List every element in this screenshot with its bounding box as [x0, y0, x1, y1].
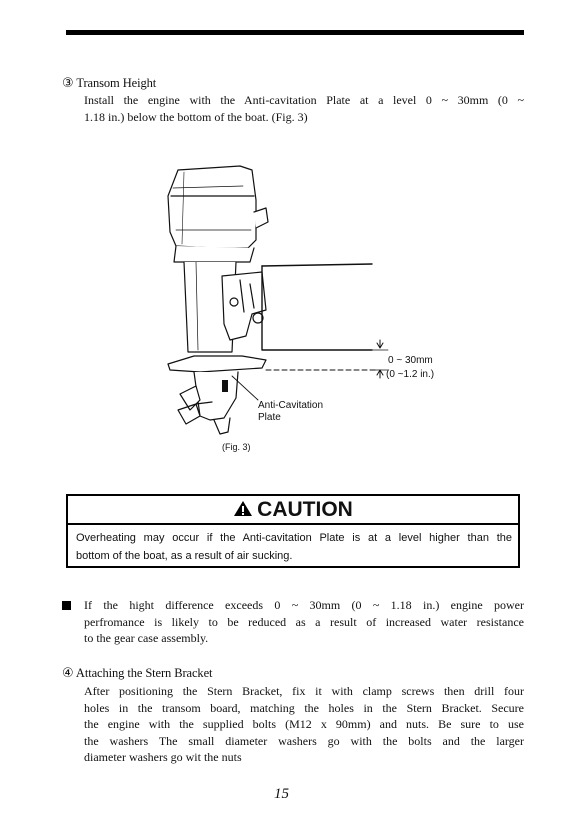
anti-cavitation-plate — [168, 356, 266, 372]
section-3-line-1: Install the engine with the Anti-cavitation Plate at a level 0 ~ 30mm (0 ~ — [84, 93, 524, 107]
caution-text — [76, 529, 512, 565]
section-3-line-2: 1.18 in.) below the bottom of the boat. (Fig. 3) — [84, 109, 308, 124]
warning-triangle-icon — [233, 500, 253, 517]
caution-title: CAUTION — [257, 498, 353, 521]
section-4-title: Attaching the Stern Bracket — [75, 666, 213, 680]
dimension-in-label: (0 ~1.2 in.) — [386, 369, 435, 380]
caution-box — [66, 494, 520, 568]
dimension-mm-label: 0 ~ 30mm — [388, 355, 433, 366]
note-line-3: to the gear case assembly. — [84, 631, 209, 645]
note-line-1: If the hight difference exceeds 0 ~ 30mm (0 ~ 1.18 in.) engine power — [84, 598, 524, 612]
propeller — [178, 386, 200, 424]
stern-bracket — [222, 272, 266, 340]
section-4-line-5: diameter washers go wit the nuts — [84, 750, 242, 764]
section-4-number: ④ — [62, 666, 74, 681]
section-4-line-2: holes in the transom board, matching the holes in the Stern Bracket. Secure — [84, 700, 524, 715]
section-3-title: Transom Height — [76, 76, 157, 90]
caution-line-1: Overheating may occur if the Anti-cavitation Plate is at a level higher than the — [76, 532, 512, 544]
boat-transom — [262, 266, 372, 350]
caution-line-2: bottom of the boat, as a result of air sucking. — [76, 550, 293, 562]
note-bullet — [62, 601, 71, 610]
section-4-heading — [62, 666, 212, 681]
engine-cowling — [168, 166, 256, 248]
steering-arm — [254, 208, 268, 228]
callout-plate: Plate — [258, 412, 281, 423]
figure-caption: (Fig. 3) — [222, 442, 251, 452]
callout-anti-cavitation: Anti-Cavitation — [258, 400, 324, 411]
caution-header — [68, 496, 518, 525]
section-4-line-1: After positioning the Stern Bracket, fix it with clamp screws then drill four — [84, 684, 524, 698]
section-4-line-3: the engine with the supplied bolts (M12 x 90mm) and nuts. Be sure to use — [84, 717, 524, 731]
boat-deck — [262, 264, 372, 266]
gear-case — [194, 372, 238, 420]
note-text — [84, 597, 524, 647]
page-number: 15 — [274, 786, 289, 802]
section-3-number: ③ — [62, 76, 74, 91]
note-line-2: perfromance is likely to be reduced as a result of increased water resistance — [84, 614, 524, 629]
section-4-line-4: the washers The small diameter washers go with the bolts and the larger — [84, 733, 524, 748]
section-4-body — [84, 683, 524, 766]
